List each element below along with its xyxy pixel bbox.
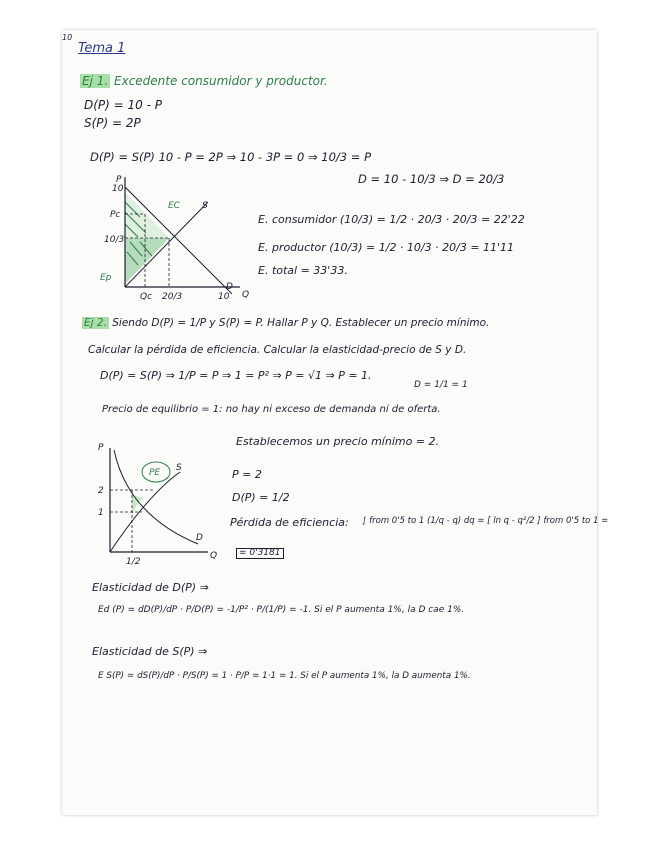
ex1-title: Excedente consumidor y productor. xyxy=(114,74,328,88)
ex1-tick-20-3: 20/3 xyxy=(162,292,183,302)
ex1-title-row xyxy=(80,75,328,87)
ex2-axis-p: P xyxy=(98,443,104,453)
ex1-producer-surplus: E. productor (10/3) = 1/2 · 10/3 · 20/3 = 11'11 xyxy=(258,241,515,254)
ex1-tick-10-p: 10 xyxy=(112,184,124,194)
efficiency-loss-area xyxy=(132,495,144,520)
ex2-d-half: D(P) = 1/2 xyxy=(232,491,290,504)
ex2-loss-label: Pérdida de eficiencia: xyxy=(230,516,349,529)
ex2-label-d: D xyxy=(196,533,203,543)
ex2-line2: Calcular la pérdida de eficiencia. Calcular la elasticidad-precio de S y D. xyxy=(88,344,467,356)
ex2-min-price-graph xyxy=(88,440,223,570)
corner-mark: 10 xyxy=(62,33,73,42)
notebook-page xyxy=(62,30,597,815)
ex2-p2: P = 2 xyxy=(232,468,262,481)
ex2-elast-s-title: Elasticidad de S(P) ⇒ xyxy=(92,645,208,658)
ex2-loss-value: = 0'3181 xyxy=(236,548,284,559)
ex2-label-s: S xyxy=(176,463,182,473)
ex1-total-surplus: E. total = 33'33. xyxy=(258,264,348,277)
page-heading: Tema 1 xyxy=(78,41,126,56)
ex1-label: Ej 1. xyxy=(82,74,109,88)
ex2-statement-row xyxy=(82,318,489,329)
ex2-elast-d-title: Elasticidad de D(P) ⇒ xyxy=(92,581,209,594)
ex1-supply: S(P) = 2P xyxy=(84,116,141,130)
ex1-consumer-surplus: E. consumidor (10/3) = 1/2 · 20/3 · 20/3 = 22'22 xyxy=(258,213,525,226)
ex2-elast-d-formula: Ed (P) = dD(P)/dP · P/D(P) = -1/P² · P/(1/P) = -1. Si el P aumenta 1%, la D cae 1%. xyxy=(98,605,465,615)
ex2-label-pe: PE xyxy=(149,468,161,478)
ex1-label-d: D xyxy=(226,282,233,292)
ex1-quantity: D = 10 - 10/3 ⇒ D = 20/3 xyxy=(358,172,505,186)
ex2-eq1: D(P) = S(P) ⇒ 1/P = P ⇒ 1 = P² ⇒ P = √1 ⇒ P = 1. xyxy=(100,369,372,382)
ex2-loss-integral: ∫ from 0'5 to 1 (1/q - q) dq = [ ln q - q²/2 ] from 0'5 to 1 = xyxy=(362,516,609,526)
ex2-eq1b: D = 1/1 = 1 xyxy=(414,380,468,390)
ex2-elast-s-formula: E S(P) = dS(P)/dP · P/S(P) = 1 · P/P = 1·1 = 1. Si el P aumenta 1%, la D aumenta 1%. xyxy=(98,671,471,681)
ex2-tick-half: 1/2 xyxy=(126,557,141,567)
ex1-surplus-graph xyxy=(80,172,260,307)
ex2-line1: Siendo D(P) = 1/P y S(P) = P. Hallar P y Q. Establecer un precio mínimo. xyxy=(112,317,490,329)
ex1-demand: D(P) = 10 - P xyxy=(84,98,162,112)
ex1-label-ep: Ep xyxy=(100,273,112,283)
ex2-tick-2: 2 xyxy=(98,486,104,496)
ex2-demand-curve xyxy=(114,450,198,544)
ex2-min-price: Establecemos un precio mínimo = 2. xyxy=(236,435,440,448)
producer-surplus-area xyxy=(125,238,169,284)
ex1-tick-pc: Pc xyxy=(110,210,121,220)
ex2-equilibrium: Precio de equilibrio = 1: no hay ni exceso de demanda ni de oferta. xyxy=(102,404,441,415)
ex1-axis-q: Q xyxy=(242,290,250,300)
ex1-tick-qc: Qc xyxy=(140,292,153,302)
ex1-tick-10-q: 10 xyxy=(218,292,230,302)
ex1-equation: D(P) = S(P) 10 - P = 2P ⇒ 10 - 3P = 0 ⇒ 10/3 = P xyxy=(90,150,372,164)
ex2-tick-1: 1 xyxy=(98,508,104,518)
ex1-label-ec: EC xyxy=(168,201,180,211)
ex1-tick-10-3: 10/3 xyxy=(104,235,125,245)
ex2-label: Ej 2. xyxy=(84,317,107,329)
ex1-axis-p: P xyxy=(116,175,122,185)
ex2-axis-q: Q xyxy=(210,551,218,561)
ex1-label-s: S xyxy=(202,201,208,211)
